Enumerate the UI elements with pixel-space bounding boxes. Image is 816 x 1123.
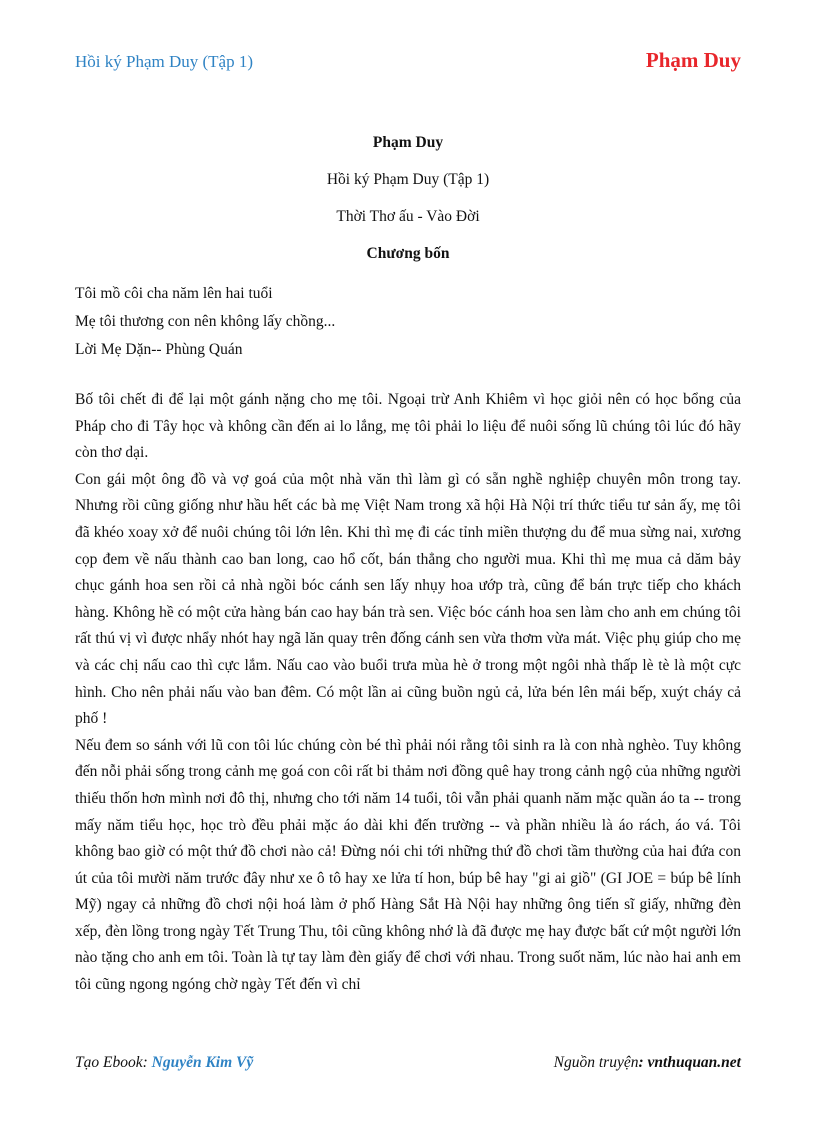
title-block: [75, 132, 741, 280]
epigraph: [75, 280, 335, 364]
page-footer: [75, 1054, 741, 1078]
paragraph: Nếu đem so sánh với lũ con tôi lúc chúng còn bé thì phải nói rằng tôi sinh ra là con nhà nghèo. Tuy không đến nỗi phải sống trong cảnh mẹ goá con côi rất bi thảm nơi đồng quê hay trong cảnh ngộ của những người thiếu thốn hơn mình nơi đô thị, nhưng cho tới năm 14 tuổi, tôi vẫn phải quanh năm mặc quần áo ta -- trong mấy năm tiểu học, học trò đều phải mặc áo dài khi đến trường -- và phần nhiều là áo rách, áo vá. Tôi không bao giờ có một thứ đồ chơi nào cả! Đừng nói chi tới những thứ đồ chơi tầm thường của hai đứa con út của tôi mười năm trước đây như xe ô tô hay xe lửa tí hon, búp bê hay "gi ai giồ" (GI JOE = búp bê lính Mỹ) ngay cả những đồ chơi nội hoá làm ở phố Hàng Sắt Hà Nội hay những ông tiến sĩ giấy, những đèn xếp, đèn lồng trong ngày Tết Trung Thu, tôi cũng không nhớ là đã được mẹ hay được bất cứ một người lớn nào tặng cho anh em tôi. Toàn là tự tay làm đèn giấy để chơi với nhau. Trong suốt năm, lúc nào hai anh em tôi cũng ngong ngóng chờ ngày Tết đến vì chỉ: [75, 736, 741, 994]
epigraph-line: Tôi mồ côi cha năm lên hai tuổi: [75, 285, 273, 302]
title-author: Phạm Duy: [372, 134, 444, 151]
paragraph: Bố tôi chết đi để lại một gánh nặng cho mẹ tôi. Ngoại trừ Anh Khiêm vì học giỏi nên có học bổng của Pháp cho đi Tây học và không cần đến ai lo lắng, mẹ tôi phải lo liệu để nuôi sống lũ chúng tôi lúc đó hãy còn thơ dại.: [75, 391, 741, 462]
source-credit: [554, 1054, 741, 1072]
epigraph-attribution: Lời Mẹ Dặn-- Phùng Quán: [75, 341, 243, 358]
header-book-title: Hồi ký Phạm Duy (Tập 1): [75, 52, 254, 71]
title-book: Hồi ký Phạm Duy (Tập 1): [326, 171, 490, 188]
chapter-body: [75, 387, 741, 999]
source-name: vnthuquan.net: [647, 1054, 741, 1071]
title-part: Thời Thơ ấu - Vào Đời: [336, 208, 480, 225]
source-separator: :: [638, 1054, 648, 1071]
header-author: Phạm Duy: [645, 48, 741, 72]
credit-name: Nguyễn Kim Vỹ: [151, 1054, 254, 1071]
ebook-credit: [75, 1054, 253, 1072]
credit-label: Tạo Ebook: [75, 1054, 143, 1071]
chapter-title: Chương bốn: [366, 245, 450, 262]
credit-separator: :: [142, 1054, 152, 1071]
paragraph: Con gái một ông đồ và vợ goá của một nhà văn thì làm gì có sẵn nghề nghiệp chuyên môn trong tay. Nhưng rồi cũng giống như hầu hết các bà mẹ Việt Nam trong xã hội Hà Nội trí thức tiểu tư sản ấy, mẹ tôi đã khéo xoay xở để nuôi chúng tôi lớn lên. Khi thì mẹ đi các tỉnh miền thượng du để mua sừng nai, xương cọp đem về nấu thành cao ban long, cao hổ cốt, bán thẳng cho người mua. Khi thì mẹ mua cả dăm bảy chục gánh hoa sen rồi cả nhà ngồi bóc cánh sen lấy nhụy hoa ướp trà, cũng để bán trực tiếp cho khách hàng. Không hề có một cửa hàng bán cao hay bán trà sen. Việc bóc cánh hoa sen làm cho anh em chúng tôi rất thú vị vì được nhẩy nhót hay ngã lăn quay trên đống cánh sen vừa thơm vừa mát. Việc phụ giúp cho mẹ và các chị nấu cao thì cực lắm. Nấu cao vào buổi trưa mùa hè ở trong một ngôi nhà thấp lè tè là một cực hình. Cho nên phải nấu vào ban đêm. Có một lần ai cũng buồn ngủ cả, lửa bén lên mái bếp, xuýt cháy cả phố !: [75, 470, 741, 728]
source-label: Nguồn truyện: [553, 1054, 639, 1071]
epigraph-line: Mẹ tôi thương con nên không lấy chồng...: [75, 313, 336, 330]
page-header: [75, 48, 741, 78]
